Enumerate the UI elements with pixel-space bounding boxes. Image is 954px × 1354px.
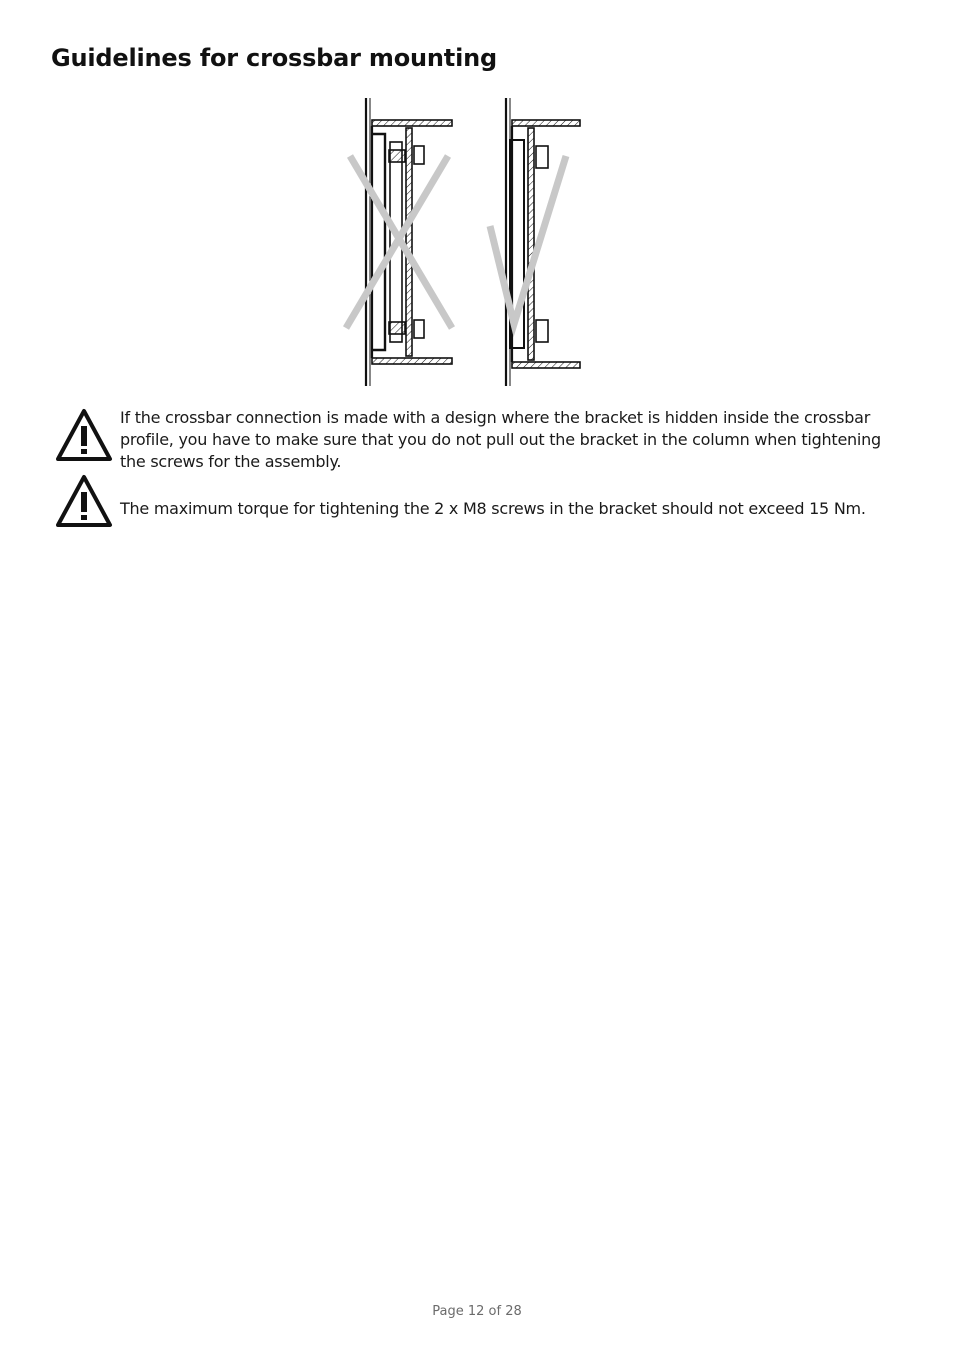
wrong-assembly-drawing — [366, 98, 452, 386]
warning-triangle-icon — [55, 474, 113, 528]
page-number: Page 12 of 28 — [432, 1304, 522, 1319]
crossbar-mounting-diagram — [330, 94, 590, 390]
warning-text-bracket: If the crossbar connection is made with a design where the bracket is hidden inside the crossbar profile, you have to make sure that you do not pull out the bracket in the column when tightening the screws for the assembly. — [120, 408, 881, 471]
page-title: Guidelines for crossbar mounting — [51, 44, 497, 72]
wrong-mounting-cross-icon — [346, 156, 452, 328]
warning-triangle-icon — [55, 408, 113, 462]
warning-text-torque: The maximum torque for tightening the 2 x M8 screws in the bracket should not exceed 15 Nm. — [120, 499, 866, 518]
